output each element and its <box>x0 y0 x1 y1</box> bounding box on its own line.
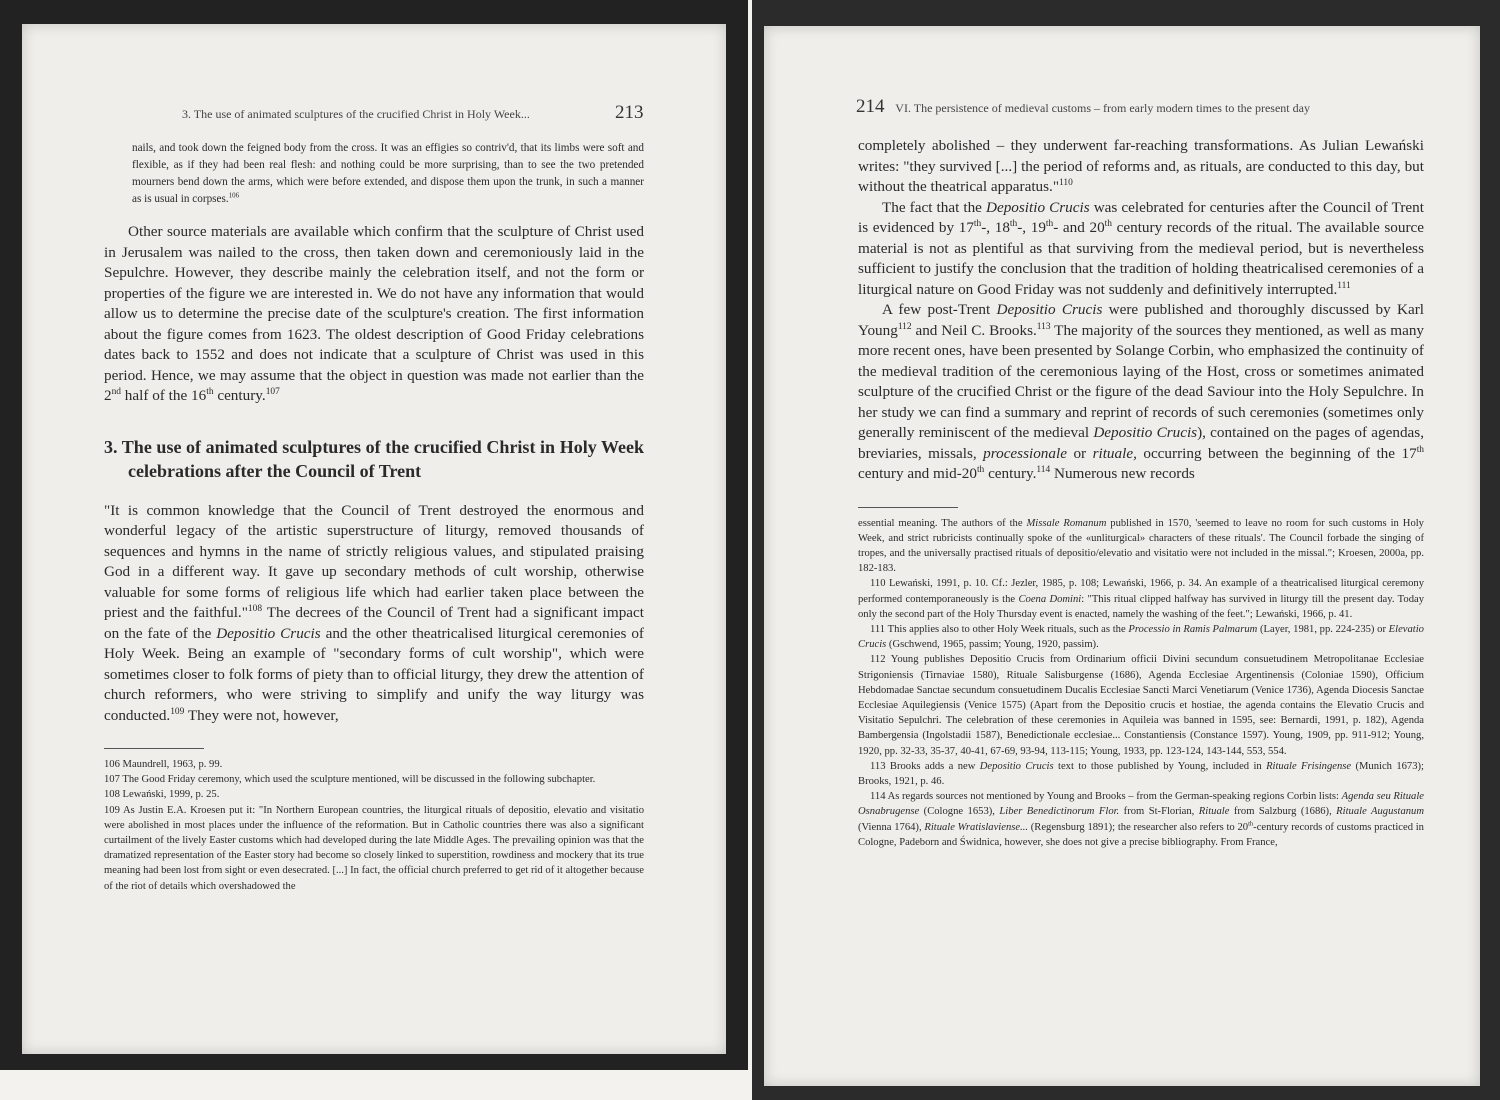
footnote: 111 This applies also to other Holy Week rituals, such as the Processio in Ramis Palmarum (Layer, 1981, pp. 224-235) or Elevatio Crucis (Gschwend, 1965, passim; Young, 1920, passim). <box>858 623 1424 651</box>
left-running-head-text: 3. The use of animated sculptures of the crucified Christ in Holy Week... <box>182 107 530 121</box>
left-running-head <box>182 102 702 124</box>
footnote-ref: 108 <box>247 603 263 614</box>
footnote-ref: 107 <box>265 386 280 397</box>
footnote-ref: 111 <box>1337 280 1351 291</box>
footnote-ref: 113 <box>1036 321 1051 332</box>
paragraph: completely abolished – they underwent far-reaching transformations. As Julian Lewański writes: "they survived [...] the period of reforms and, as rituals, are conducted to this day, but without the theatrical apparatus."$^{110}$ <box>858 137 1424 195</box>
footnote-continuation: essential meaning. The authors of the Missale Romanum published in 1570, 'seemed to leave no room for such customs in Holy Week, and strict rubricists continually spoke of the «unliturgical» characters of these rituals'. The Council forbade the singing of tropes, and the universally practised rituals of depositio/elevatio and visitatio were not included in the missal."; Kroesen, 2000a, pp. 182-183. <box>858 517 1424 575</box>
left-page-number: 213 <box>615 102 644 123</box>
paragraph: "It is common knowledge that the Council of Trent destroyed the enormous and wonderful legacy of the artistic superstructure of liturgy, removed thousands of sequences and hymns in the name of strictly religious values, and stipulated praising God in a different way. It gave up secondary methods of cult worship, otherwise valuable for some forms of religious life which had earlier taken place between the priest and the faithful."$^{108}$ The decrees of the Council of Trent had a significant impact on the fate of the Depositio Crucis and the other theatricalised liturgical ceremonies of Holy Week. Being an example of "secondary forms of cult worship", which were sometimes closer to folk forms of piety than to official liturgy, they drew the attention of church reformers, who were striving to simplify and unify the way liturgy was conducted.$^{109}$ They were not, however, <box>104 501 644 724</box>
paragraph: The fact that the Depositio Crucis was celebrated for centuries after the Council of Trent is evidenced by 17th-, 18th-, 19th- and 20th century records of the ritual. The available source material is not as plentiful as that surviving from the medieval period, but is nevertheless sufficient to justify the conclusion that the tradition of holding theatricalised ceremonies of a liturgical nature on Good Friday was not suddenly and definitively interrupted.$^{111}$ <box>858 198 1425 298</box>
footnote: 106 Maundrell, 1963, p. 99. <box>104 759 223 770</box>
left-page-content <box>104 140 644 894</box>
footnote-ref: 110 <box>1059 177 1073 188</box>
left-page <box>22 24 726 1054</box>
footnote: 113 Brooks adds a new Depositio Crucis text to those published by Young, included in Rituale Frisingense (Munich 1673); Brooks, 1921, p. 46. <box>858 760 1424 787</box>
footnote: 110 Lewański, 1991, p. 10. Cf.: Jezler, 1985, p. 108; Lewański, 1966, p. 34. An example of a theatricalised liturgical ceremony performed contemporaneously is the Coena Domini: "This ritual clipped halfway has survived in liturgy till the present day. Today only the second part of the Holy Thursday event is enacted, namely the washing of the feet."; Lewański, 1966, p. 41. <box>858 578 1424 620</box>
footnote-ref: 109 <box>170 706 185 717</box>
footnote-ref: 106 <box>228 191 240 200</box>
footnote-ref: 112 <box>897 321 912 332</box>
right-running-head <box>856 96 1456 118</box>
right-running-head-text: VI. The persistence of medieval customs – from early modern times to the present day <box>895 101 1310 115</box>
right-page-content <box>858 136 1424 850</box>
footnote: 112 Young publishes Depositio Crucis from Ordinarium officii Divini secundum consuetudinem Metropolitanae Ecclesiae Strigoniensis (Tirnaviae 1580), Rituale Salisburgense (1686), Agenda Ecclesiae Argentinensis (Coloniae 1590), Officium Hebdomadae Sanctae secundum consuetudinem Ducalis Ecclesiae Sancti Marci Venetiarum (Venice 1736), Agenda Diocesis Sanctae Ecclesiae Aquilegiensis (Venice 1575) (Apart from the Depositio crucis et hostiae, the agenda contains the Elevatio Crucis and Visitatio Sepulchri. The celebration of these ceremonies in Aquileia was banned in 1595, see: Bernardi, 1991, p. 182), Agenda Bambergensia (Ingolstadii 1587), Benedictionale ecclesiae... Constantiensis (Constance 1597). Young, 1909, pp. 911-912; Young, 1920, pp. 32-33, 35-37, 40-41, 67-69, 93-94, 113-115; Young, 1933, pp. 123-124, 143-144, 553, 554. <box>858 654 1424 757</box>
block-quote: nails, and took down the feigned body from the cross. It was an effigies so contriv'd, that its limbs were soft and flexible, as if they had been real flesh: and nothing could be more surprising, than to see the two pretended mourners bend down the arms, which were before extended, and dispose them upon the trunk, in such a manner as is usual in corpses.$^{106}$ <box>132 142 644 205</box>
paragraph: A few post-Trent Depositio Crucis were published and thoroughly discussed by Karl Young$^{112}$ and Neil C. Brooks.$^{113}$ The majority of the sources they mentioned, as well as many more recent ones, have been presented by Solange Corbin, who emphasized the continuity of the medieval tradition of the ceremonious laying of the Host, cross or sometimes animated sculpture of the crucified Christ or the figure of the dead Saviour into the Holy Sepulchre. In her study we can find a summary and reprint of records of such ceremonies (sometimes only generally reminiscent of the medieval Depositio Crucis), contained on the pages of agendas, breviaries, missals, processionale or rituale, occurring between the beginning of the 17th century and mid-20th century.$^{114}$ Numerous new records <box>858 301 1425 482</box>
footnote-ref: 114 <box>1036 464 1051 475</box>
footnote: 107 The Good Friday ceremony, which used the sculpture mentioned, will be discussed in the following subchapter. <box>104 774 596 786</box>
right-page <box>764 26 1480 1086</box>
footnote-rule <box>858 507 958 508</box>
footnote: 108 Lewański, 1999, p. 25. <box>104 789 220 801</box>
footnote: 114 As regards sources not mentioned by Young and Brooks – from the German-speaking regions Corbin lists: Agenda seu Rituale Osnabrugense (Cologne 1653), Liber Benedictinorum Flor. from St-Florian, Rituale from Salzburg (1686), Rituale Augustanum (Vienna 1764), Rituale Wratislaviense... (Regensburg 1891); the researcher also refers to 20th-century records of customs practiced in Cologne, Padeborn and Świdnica, however, she does not give a precise bibliography. From France, <box>858 791 1424 848</box>
paragraph: Other source materials are available which confirm that the sculpture of Christ used in Jerusalem was nailed to the cross, then taken down and ceremoniously laid in the Sepulchre. However, they describe mainly the celebration itself, and not the form or properties of the figure we are interested in. We do not have any information that would allow us to determine the precise date of the sculpture's creation. The first information about the figure comes from 1623. The oldest description of Good Friday celebrations dates back to 1552 and does not indicate that a sculpture of Christ was used in this period. Hence, we may assume that the object in question was made not earlier than the 2nd half of the 16th century.$^{107}$ <box>104 223 644 404</box>
footnote: 109 As Justin E.A. Kroesen put it: "In Northern European countries, the liturgical rituals of depositio, elevatio and visitatio were abolished in most places under the influence of the reformation. But in Catholic countries there was also a significant curtailment of the lively Easter customs which had developed during the late Middle Ages. The prevailing opinion was that the dramatized representation of the Easter story had become so closely linked to superstition, rowdiness and mockery that its true meaning had been lost from sight or even desecrated. [...] In fact, the official church preferred to get rid of it altogether because of the riot of details which overshadowed the <box>104 804 644 892</box>
right-page-number: 214 <box>856 96 885 117</box>
section-heading: 3. The use of animated sculptures of the crucified Christ in Holy Week celebrations after the Council of Trent <box>104 436 644 481</box>
footnote-rule <box>104 748 204 749</box>
